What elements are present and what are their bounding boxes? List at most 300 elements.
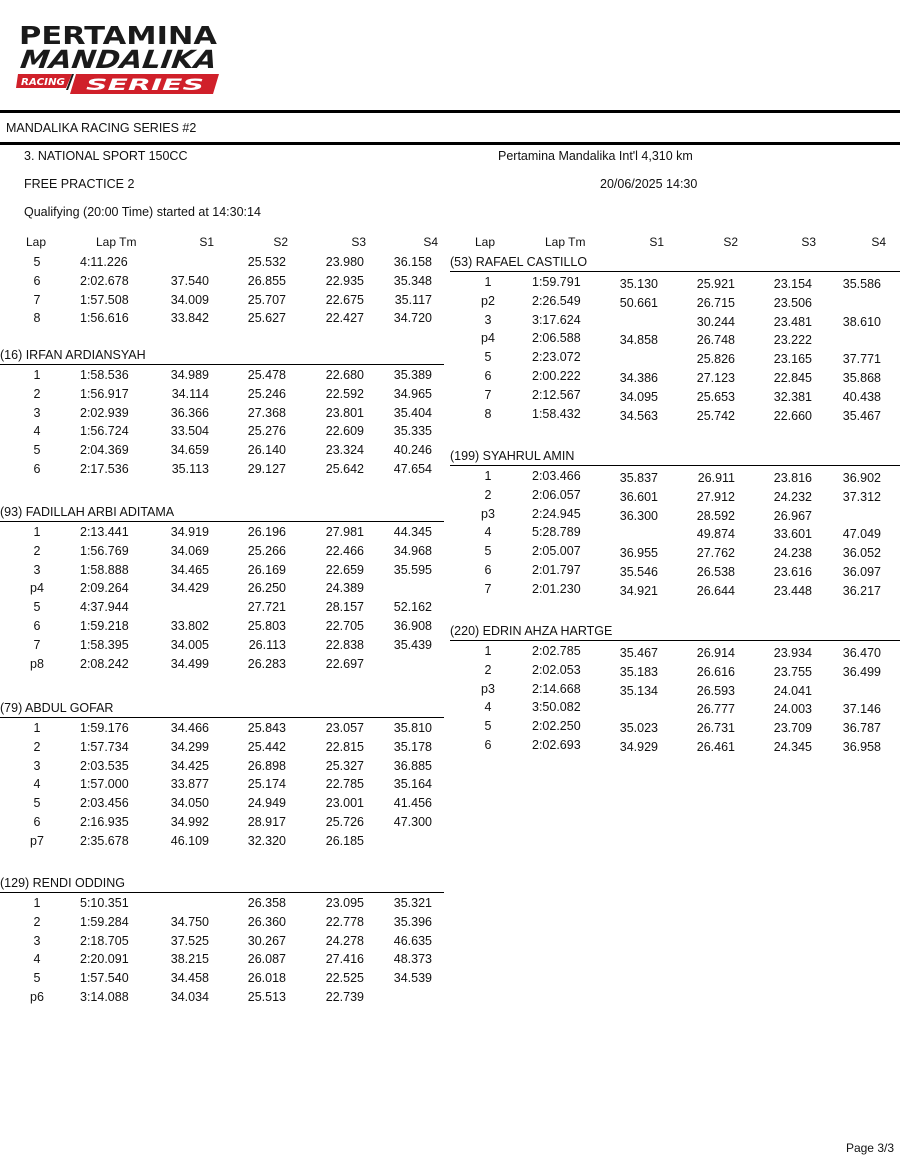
- sector-3: 23.616: [773, 565, 812, 579]
- col-header-lap-time: Lap Tm: [96, 235, 137, 249]
- lap-time: 2:14.668: [532, 682, 581, 696]
- col-header-lap: Lap: [26, 235, 47, 249]
- sector-1: 35.023: [619, 721, 658, 735]
- sector-4: 35.404: [393, 406, 432, 420]
- lap-time: 1:57.540: [80, 971, 129, 985]
- lap-number: 6: [33, 815, 41, 829]
- sector-3: 25.327: [325, 759, 364, 773]
- sector-3: 22.466: [325, 544, 364, 558]
- col-header-s3: S3: [351, 235, 366, 249]
- lap-time: 2:04.369: [80, 443, 129, 457]
- lap-time: 1:58.536: [80, 368, 129, 382]
- rider-underline: [0, 892, 444, 893]
- sector-2: 26.593: [696, 684, 735, 698]
- sector-3: 24.238: [773, 546, 812, 560]
- lap-time: 2:16.935: [80, 815, 129, 829]
- sector-3: 27.981: [325, 525, 364, 539]
- lap-number: p8: [30, 657, 44, 671]
- pertamina-mandalika-series-logo: [16, 22, 221, 96]
- sector-2: 24.949: [247, 796, 286, 810]
- lap-time: 2:20.091: [80, 952, 129, 966]
- logo-badge: RACING: [21, 77, 65, 88]
- sector-2: 25.826: [696, 352, 735, 366]
- sector-2: 25.707: [247, 293, 286, 307]
- sector-2: 25.246: [247, 387, 286, 401]
- lap-number: 2: [33, 740, 41, 754]
- sector-1: 34.465: [170, 563, 209, 577]
- sector-1: 34.009: [170, 293, 209, 307]
- sector-3: 27.416: [325, 952, 364, 966]
- sector-1: 36.601: [619, 490, 658, 504]
- sector-2: 26.898: [247, 759, 286, 773]
- lap-number: 1: [33, 896, 41, 910]
- sector-2: 49.874: [696, 527, 735, 541]
- class-name: 3. NATIONAL SPORT 150CC: [24, 149, 188, 163]
- sector-3: 26.967: [773, 509, 812, 523]
- sector-1: 33.877: [170, 777, 209, 791]
- sector-2: 30.244: [696, 315, 735, 329]
- sector-1: 36.300: [619, 509, 658, 523]
- lap-number: 3: [33, 934, 41, 948]
- sector-1: 36.955: [619, 546, 658, 560]
- sector-4: 35.810: [393, 721, 432, 735]
- sector-4: 36.499: [842, 665, 881, 679]
- sector-1: 34.921: [619, 584, 658, 598]
- lap-time: 2:01.797: [532, 563, 581, 577]
- lap-number: p6: [30, 990, 44, 1004]
- lap-time: 2:24.945: [532, 507, 581, 521]
- sector-2: 26.018: [247, 971, 286, 985]
- lap-number: 2: [33, 544, 41, 558]
- sector-4: 44.345: [393, 525, 432, 539]
- sector-2: 26.715: [696, 296, 735, 310]
- session-datetime: 20/06/2025 14:30: [600, 177, 698, 191]
- sector-1: 34.069: [170, 544, 209, 558]
- sector-2: 26.777: [696, 702, 735, 716]
- lap-number: 4: [33, 952, 41, 966]
- sector-1: 34.005: [170, 638, 209, 652]
- lap-number: 8: [33, 311, 41, 325]
- sector-1: 34.114: [171, 387, 209, 401]
- sector-4: 36.885: [393, 759, 432, 773]
- sector-1: 34.919: [170, 525, 209, 539]
- sector-1: 34.992: [170, 815, 209, 829]
- lap-time: 2:26.549: [532, 294, 581, 308]
- sector-2: 25.843: [247, 721, 286, 735]
- sector-4: 52.162: [393, 600, 432, 614]
- rider-underline: [450, 465, 900, 466]
- lap-time: 1:56.724: [80, 424, 129, 438]
- sector-2: 25.478: [247, 368, 286, 382]
- sector-3: 23.001: [325, 796, 364, 810]
- sector-3: 23.816: [773, 471, 812, 485]
- logo-line3: SERIES: [86, 75, 204, 94]
- sector-3: 32.381: [773, 390, 812, 404]
- lap-time: 2:35.678: [80, 834, 129, 848]
- sector-4: 35.467: [842, 409, 881, 423]
- circuit-name: Pertamina Mandalika Int'l 4,310 km: [498, 149, 693, 163]
- sector-1: 38.215: [170, 952, 209, 966]
- rider-name: (79) ABDUL GOFAR: [0, 701, 114, 715]
- sector-2: 26.358: [247, 896, 286, 910]
- sector-4: 34.965: [393, 387, 432, 401]
- lap-number: 4: [484, 700, 492, 714]
- lap-time: 2:03.466: [532, 469, 581, 483]
- sector-2: 25.627: [247, 311, 286, 325]
- lap-number: 4: [484, 525, 492, 539]
- sector-3: 23.481: [773, 315, 812, 329]
- sector-1: 37.525: [170, 934, 209, 948]
- rider-name: (220) EDRIN AHZA HARTGE: [450, 624, 613, 638]
- lap-time: 2:18.705: [80, 934, 129, 948]
- sector-1: 36.366: [170, 406, 209, 420]
- sector-1: 34.425: [170, 759, 209, 773]
- sector-2: 25.442: [247, 740, 286, 754]
- sector-2: 28.917: [247, 815, 286, 829]
- sector-3: 23.755: [773, 665, 812, 679]
- sector-2: 29.127: [247, 462, 286, 476]
- sector-1: 34.750: [170, 915, 209, 929]
- sector-2: 25.742: [696, 409, 735, 423]
- sector-3: 25.642: [325, 462, 364, 476]
- lap-time: 2:02.053: [532, 663, 581, 677]
- sector-4: 36.958: [842, 740, 881, 754]
- sector-3: 23.095: [325, 896, 364, 910]
- sector-4: 35.178: [393, 740, 432, 754]
- sector-1: 34.050: [170, 796, 209, 810]
- sector-3: 22.592: [325, 387, 364, 401]
- lap-time: 2:02.250: [532, 719, 581, 733]
- sector-3: 24.278: [325, 934, 364, 948]
- sector-3: 22.815: [325, 740, 364, 754]
- sector-2: 32.320: [247, 834, 286, 848]
- sector-1: 35.113: [171, 462, 209, 476]
- sector-3: 23.980: [325, 255, 364, 269]
- sector-4: 36.902: [842, 471, 881, 485]
- rider-underline: [0, 521, 444, 522]
- sector-2: 26.644: [696, 584, 735, 598]
- sector-2: 25.653: [696, 390, 735, 404]
- sector-4: 35.868: [842, 371, 881, 385]
- lap-time: 2:02.785: [532, 644, 581, 658]
- sector-2: 30.267: [247, 934, 286, 948]
- sector-4: 36.217: [842, 584, 881, 598]
- sector-1: 35.183: [619, 665, 658, 679]
- sector-2: 26.169: [247, 563, 286, 577]
- sector-2: 25.513: [247, 990, 286, 1004]
- col-header-s4: S4: [423, 235, 438, 249]
- sector-1: 34.989: [170, 368, 209, 382]
- sector-2: 28.592: [696, 509, 735, 523]
- rider-underline: [450, 271, 900, 272]
- lap-number: 8: [484, 407, 492, 421]
- sector-2: 26.914: [696, 646, 735, 660]
- session-note: Qualifying (20:00 Time) started at 14:30:14: [24, 205, 261, 219]
- lap-time: 1:59.284: [80, 915, 129, 929]
- sector-4: 34.720: [393, 311, 432, 325]
- header-rule-top: [0, 110, 900, 113]
- lap-time: 5:28.789: [532, 525, 581, 539]
- sector-1: 34.299: [170, 740, 209, 754]
- lap-time: 2:06.057: [532, 488, 581, 502]
- sector-3: 22.675: [325, 293, 364, 307]
- sector-2: 26.087: [247, 952, 286, 966]
- sector-3: 22.660: [773, 409, 812, 423]
- sector-3: 23.506: [773, 296, 812, 310]
- sector-4: 35.586: [842, 277, 881, 291]
- lap-time: 1:58.432: [532, 407, 581, 421]
- sector-1: 34.466: [170, 721, 209, 735]
- lap-number: 7: [33, 638, 41, 652]
- col-header-s4: S4: [871, 235, 886, 249]
- lap-number: 5: [33, 971, 41, 985]
- sector-3: 23.709: [773, 721, 812, 735]
- sector-4: 36.908: [393, 619, 432, 633]
- sector-4: 40.246: [393, 443, 432, 457]
- lap-time: 2:13.441: [80, 525, 129, 539]
- sector-1: 34.659: [170, 443, 209, 457]
- sector-2: 26.731: [696, 721, 735, 735]
- lap-time: 4:11.226: [80, 255, 128, 269]
- lap-number: 3: [33, 406, 41, 420]
- lap-time: 1:56.917: [80, 387, 129, 401]
- sector-2: 26.113: [248, 638, 286, 652]
- sector-1: 35.134: [619, 684, 658, 698]
- sector-3: 22.697: [325, 657, 364, 671]
- sector-2: 26.140: [247, 443, 286, 457]
- lap-number: 6: [484, 369, 492, 383]
- lap-time: 5:10.351: [80, 896, 129, 910]
- sector-2: 25.174: [247, 777, 286, 791]
- sector-3: 22.838: [325, 638, 364, 652]
- sector-4: 35.439: [393, 638, 432, 652]
- lap-number: 1: [484, 644, 492, 658]
- lap-time: 2:05.007: [532, 544, 581, 558]
- sector-3: 22.739: [325, 990, 364, 1004]
- lap-time: 1:57.000: [80, 777, 129, 791]
- sector-1: 35.130: [619, 277, 658, 291]
- sector-4: 35.321: [393, 896, 432, 910]
- lap-time: 1:57.734: [80, 740, 129, 754]
- sector-3: 24.003: [773, 702, 812, 716]
- sector-2: 27.762: [696, 546, 735, 560]
- lap-number: 7: [484, 388, 492, 402]
- sector-3: 22.427: [325, 311, 364, 325]
- lap-number: 6: [33, 462, 41, 476]
- sector-1: 35.837: [619, 471, 658, 485]
- lap-time: 1:58.395: [80, 638, 129, 652]
- lap-time: 3:17.624: [532, 313, 581, 327]
- lap-number: p3: [481, 507, 495, 521]
- rider-underline: [0, 364, 444, 365]
- sector-1: 34.034: [170, 990, 209, 1004]
- sector-1: 34.429: [170, 581, 209, 595]
- sector-3: 23.934: [773, 646, 812, 660]
- sector-2: 26.855: [247, 274, 286, 288]
- lap-number: 1: [484, 275, 492, 289]
- sector-1: 50.661: [619, 296, 658, 310]
- rider-underline: [0, 717, 444, 718]
- sector-4: 35.396: [393, 915, 432, 929]
- lap-number: 1: [33, 525, 41, 539]
- sector-1: 37.540: [170, 274, 209, 288]
- sector-1: 35.546: [619, 565, 658, 579]
- lap-time: 2:01.230: [532, 582, 581, 596]
- lap-number: 5: [33, 796, 41, 810]
- sector-4: 37.146: [842, 702, 881, 716]
- rider-name: (129) RENDI ODDING: [0, 876, 126, 890]
- sector-1: 34.858: [619, 333, 658, 347]
- sector-4: 34.539: [393, 971, 432, 985]
- sector-4: 48.373: [393, 952, 432, 966]
- rider-name: (53) RAFAEL CASTILLO: [450, 255, 588, 269]
- lap-number: 5: [33, 255, 41, 269]
- sector-4: 36.097: [842, 565, 881, 579]
- sector-3: 24.345: [773, 740, 812, 754]
- sector-4: 35.348: [393, 274, 432, 288]
- col-header-s2: S2: [723, 235, 738, 249]
- sector-2: 26.360: [247, 915, 286, 929]
- sector-3: 24.041: [773, 684, 812, 698]
- lap-time: 2:06.588: [532, 331, 581, 345]
- sector-2: 26.538: [696, 565, 735, 579]
- lap-time: 1:58.888: [80, 563, 129, 577]
- lap-number: p4: [481, 331, 495, 345]
- sector-4: 47.654: [393, 462, 432, 476]
- sector-4: 35.595: [393, 563, 432, 577]
- lap-number: 6: [33, 274, 41, 288]
- lap-number: 6: [484, 563, 492, 577]
- sector-3: 22.785: [325, 777, 364, 791]
- lap-number: 4: [33, 777, 41, 791]
- sector-3: 23.222: [773, 333, 812, 347]
- lap-number: p4: [30, 581, 44, 595]
- sector-2: 25.532: [247, 255, 286, 269]
- sector-4: 36.470: [842, 646, 881, 660]
- header-rule-bottom: [0, 142, 900, 145]
- lap-time: 2:09.264: [80, 581, 129, 595]
- sector-4: 47.049: [842, 527, 881, 541]
- sector-2: 27.721: [247, 600, 286, 614]
- sector-2: 26.911: [697, 471, 735, 485]
- lap-time: 2:17.536: [80, 462, 129, 476]
- sector-1: 34.386: [619, 371, 658, 385]
- sector-2: 25.803: [247, 619, 286, 633]
- sector-4: 37.771: [842, 352, 881, 366]
- sector-3: 23.154: [773, 277, 812, 291]
- lap-number: 6: [484, 738, 492, 752]
- sector-3: 23.448: [773, 584, 812, 598]
- lap-time: 1:56.616: [80, 311, 129, 325]
- sector-1: 46.109: [170, 834, 209, 848]
- sector-1: 35.467: [619, 646, 658, 660]
- rider-name: (199) SYAHRUL AMIN: [450, 449, 575, 463]
- sector-3: 33.601: [773, 527, 812, 541]
- lap-number: 3: [33, 563, 41, 577]
- lap-number: 1: [33, 368, 41, 382]
- rider-name: (93) FADILLAH ARBI ADITAMA: [0, 505, 175, 519]
- sector-4: 36.787: [842, 721, 881, 735]
- sector-3: 22.680: [325, 368, 364, 382]
- sector-2: 25.276: [247, 424, 286, 438]
- lap-time: 2:02.693: [532, 738, 581, 752]
- lap-number: 2: [33, 387, 41, 401]
- logo-line1: PERTAMINA: [19, 22, 218, 50]
- lap-time: 1:56.769: [80, 544, 129, 558]
- lap-time: 2:23.072: [532, 350, 581, 364]
- sector-4: 38.610: [842, 315, 881, 329]
- lap-number: 3: [33, 759, 41, 773]
- sector-1: 33.504: [170, 424, 209, 438]
- sector-2: 25.266: [247, 544, 286, 558]
- sector-2: 27.123: [696, 371, 735, 385]
- sector-4: 35.335: [393, 424, 432, 438]
- sector-3: 24.232: [773, 490, 812, 504]
- sector-2: 27.912: [696, 490, 735, 504]
- lap-time: 3:14.088: [80, 990, 129, 1004]
- lap-number: 5: [484, 350, 492, 364]
- lap-time: 2:02.678: [80, 274, 129, 288]
- sector-3: 22.609: [325, 424, 364, 438]
- lap-time: 1:57.508: [80, 293, 129, 307]
- lap-number: p7: [30, 834, 44, 848]
- sector-3: 28.157: [325, 600, 364, 614]
- lap-time: 1:59.218: [80, 619, 129, 633]
- lap-number: p3: [481, 682, 495, 696]
- sector-2: 26.616: [696, 665, 735, 679]
- lap-number: 1: [33, 721, 41, 735]
- sector-3: 23.324: [325, 443, 364, 457]
- sector-3: 23.801: [325, 406, 364, 420]
- lap-time: 1:59.791: [532, 275, 581, 289]
- sector-1: 33.802: [170, 619, 209, 633]
- sector-4: 36.052: [842, 546, 881, 560]
- lap-time: 2:02.939: [80, 406, 129, 420]
- sector-3: 22.705: [325, 619, 364, 633]
- lap-time: 3:50.082: [532, 700, 581, 714]
- lap-number: 3: [484, 313, 492, 327]
- sector-4: 46.635: [393, 934, 432, 948]
- logo-line2: MANDALIKA: [18, 45, 192, 74]
- lap-time: 2:12.567: [532, 388, 581, 402]
- sector-4: 34.968: [393, 544, 432, 558]
- col-header-s1: S1: [199, 235, 214, 249]
- col-header-s3: S3: [801, 235, 816, 249]
- session-name: FREE PRACTICE 2: [24, 177, 135, 191]
- lap-number: 6: [33, 619, 41, 633]
- lap-number: 2: [484, 488, 492, 502]
- sector-2: 26.461: [696, 740, 735, 754]
- lap-number: 4: [33, 424, 41, 438]
- sector-4: 35.389: [393, 368, 432, 382]
- lap-number: 2: [33, 915, 41, 929]
- sector-2: 25.921: [696, 277, 735, 291]
- event-title: MANDALIKA RACING SERIES #2: [6, 121, 197, 135]
- sector-3: 26.185: [325, 834, 364, 848]
- lap-time: 2:08.242: [80, 657, 129, 671]
- col-header-lap-time: Lap Tm: [545, 235, 586, 249]
- sector-1: 34.929: [619, 740, 658, 754]
- lap-time: 2:00.222: [532, 369, 581, 383]
- sector-3: 22.845: [773, 371, 812, 385]
- lap-time: 4:37.944: [80, 600, 129, 614]
- sector-4: 41.456: [393, 796, 432, 810]
- lap-number: 5: [484, 544, 492, 558]
- lap-number: 5: [484, 719, 492, 733]
- lap-time: 2:03.535: [80, 759, 129, 773]
- page-number: Page 3/3: [845, 1141, 894, 1155]
- sector-3: 25.726: [325, 815, 364, 829]
